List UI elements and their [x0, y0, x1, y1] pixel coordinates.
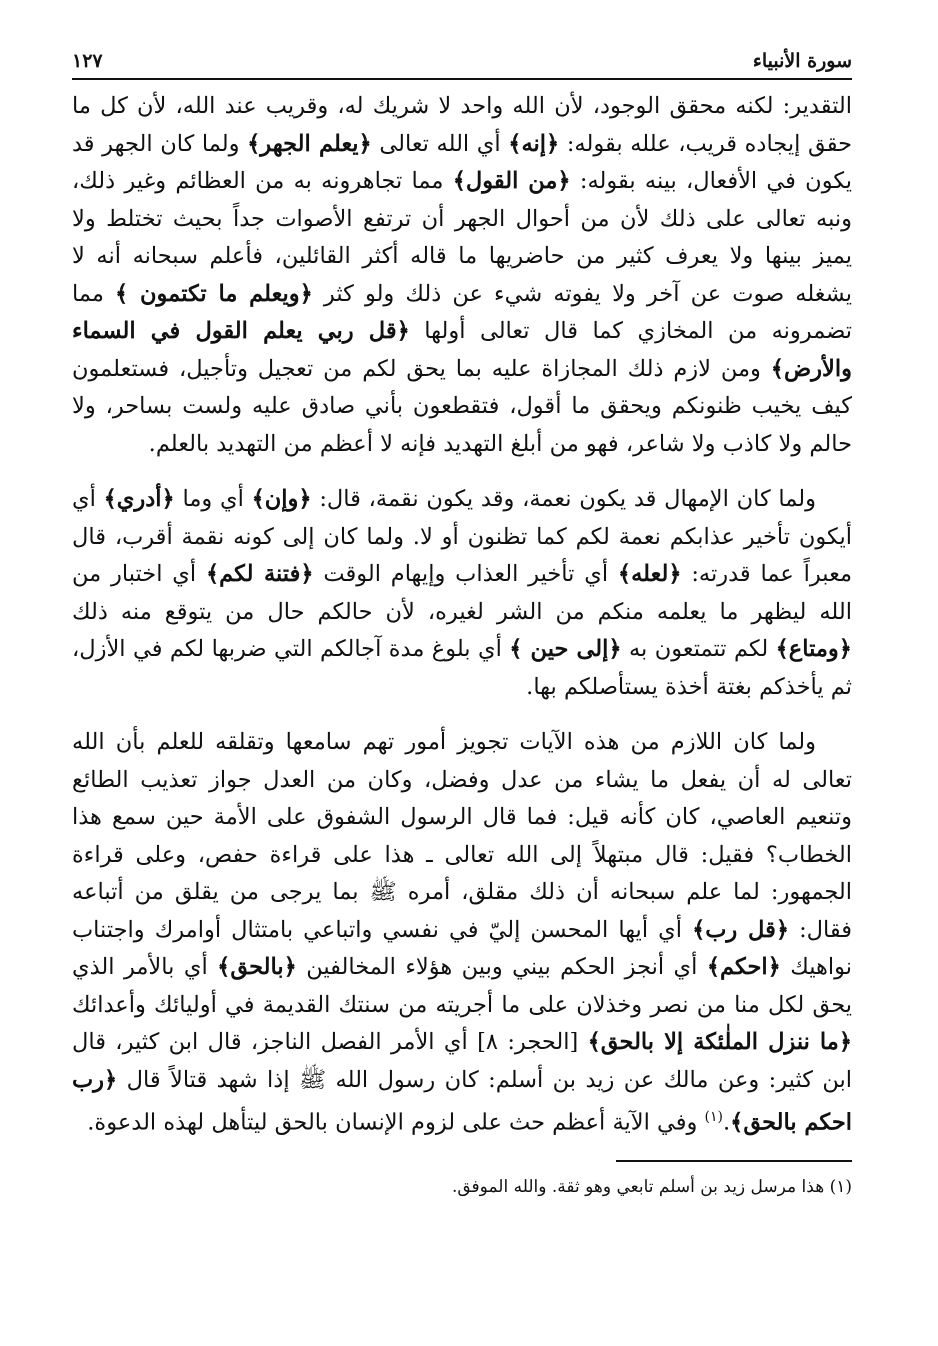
quran-quote: ﴿احكم﴾	[706, 954, 781, 980]
text-run: وفي الآية أعظم حث على لزوم الإنسان بالحق ليتأهل لهذه الدعوة.	[87, 1109, 705, 1136]
text-run: [الحجر: ٨] أي الأمر الفصل الناجز، قال ابن كثير، قال ابن كثير: وعن مالك عن زيد بن أسلم: كان رسول الله ﷺ إذا شهد قتالاً قال	[72, 1029, 852, 1093]
text-run: أي الله تعالى	[371, 130, 509, 157]
book-page	[72, 48, 852, 1200]
text-run: ولما كان الإمهال قد يكون نعمة، وقد يكون نقمة، قال:	[311, 486, 817, 512]
text-run: التقدير: لكنه محقق الوجود، لأن الله واحد لا شريك له، وقريب عند الله، لأن كل ما حقق إيجاده قريب، علله بقوله:	[72, 93, 853, 157]
quran-quote: ﴿ومتاع﴾	[775, 636, 852, 662]
text-run: ولما كان الجهر قد يكون في الأفعال، بينه بقوله:	[72, 130, 853, 194]
footnote-divider	[616, 1160, 852, 1162]
text-run: ومن لازم ذلك المجازاة عليه بما يحق لكم من تعجيل وتأجيل، فستعلمون كيف يخيب ظنونكم ويحقق ما أقول، فتقطعون بأني صادق عليه ولست بساحر، ولا حالم ولا كاذب ولا شاعر، فهو من أبلغ التهديد فإنه لا أعظم من التهديد بالعلم.	[72, 355, 852, 457]
quran-quote: ﴿يعلم الجهر﴾	[247, 130, 372, 157]
quran-quote: ﴿فتنة لكم﴾	[206, 561, 314, 587]
quran-quote: ﴿قل رب﴾	[692, 916, 790, 943]
text-run: أي بالأمر الذي يحق لكل منا من نصر وخذلان على ما أجريته من سنتك القديمة في أوليائك وأعدائك	[72, 954, 852, 1018]
text-run: أي تأخير العذاب وإيهام الوقت	[313, 561, 618, 587]
text-run: لكم تتمتعون به	[621, 636, 776, 662]
text-run: أي اختبار من الله ليظهر ما يعلمه منكم من الشر لغيره، لأن حالكم حال من يتوقع منه ذلك	[72, 561, 852, 625]
surah-title: سورة الأنبياء	[752, 50, 852, 72]
text-run: أي أيكون تأخير عذابكم نعمة لكم كما تظنون أو لا. ولما كان إلى كونه نقمة أقرب، قال معبراً عما قدرته:	[72, 486, 852, 587]
footnote-ref: (١)	[704, 1109, 723, 1125]
footnote	[72, 1174, 852, 1200]
paragraph-1	[72, 88, 852, 463]
quran-quote: ﴿أدري﴾	[103, 486, 175, 512]
quran-quote: ﴿إنه﴾	[508, 130, 560, 157]
text-run: مما تجاهرونه به من العظائم وغير ذلك، ونبه تعالى على ذلك لأن من أحوال الجهر أن ترتفع الأصوات جداً بحيث تختلط ولا يميز بينها ولا يعرف كثير من حاضريها ما قاله أكثر القائلين، فأعلم سبحانه أنه لا يشغله صوت عن آخر ولا يفوته شيء عن ذلك ولو كثر	[72, 168, 852, 307]
text-run: أي أنجز الحكم بيني وبين هؤلاء المخالفين	[296, 954, 707, 980]
quran-quote: ﴿وإن﴾	[251, 486, 312, 512]
quran-quote: ﴿رب احكم بالحق﴾	[72, 1066, 852, 1136]
paragraph-2	[72, 481, 852, 706]
text-run: أي وما	[174, 486, 252, 512]
page-header	[72, 48, 852, 80]
quran-quote: ﴿بالحق﴾	[217, 954, 297, 980]
paragraph-3	[72, 724, 852, 1142]
text-run: ولما كان اللازم من هذه الآيات تجويز أمور تهم سامعها وتقلقه للعلم بأن الله تعالى له أن يفعل ما يشاء من عدل وفضل، وكان من العدل جواز تعذيب الطائع وتنعيم العاصي، كان كأنه قيل: فما قال الرسول الشفوق على الأمة حين سمع هذا الخطاب؟ فقيل: قال مبتهلاً إلى الله تعالى ـ هذا على قراءة حفص، وعلى قراءة الجمهور: لما علم سبحانه أن ذلك مقلق، أمره ﷺ بما يرجى من يقلق من أتباعه فقال:	[72, 729, 852, 943]
page-number: ١٢٧	[72, 50, 103, 72]
quran-quote: ﴿ما ننزل الملٰئكة إلا بالحق﴾	[587, 1029, 853, 1055]
text-run: أي بلوغ مدة آجالكم التي ضربها لكم في الأزل، ثم يأخذكم بغتة أخذة يستأصلكم بها.	[72, 636, 852, 700]
quran-quote: ﴿قل ربي يعلم القول في السماء والأرض﴾	[72, 318, 852, 382]
text-run: أي أيها المحسن إليّ في نفسي واتباعي بامتثال أوامرك واجتناب نواهيك	[72, 916, 852, 980]
footnote-number: (١)	[829, 1177, 852, 1197]
footnote-text: هذا مرسل زيد بن أسلم تابعي وهو ثقة. والله الموفق.	[451, 1177, 825, 1197]
quran-quote: ﴿لعله﴾	[617, 561, 682, 587]
quran-quote: ﴿ويعلم ما تكتمون ﴾	[115, 280, 313, 307]
text-run: مما تضمرونه من المخازي كما قال تعالى أولها	[72, 280, 852, 344]
quran-quote: ﴿إلى حين ﴾	[509, 636, 622, 662]
text-run: .	[723, 1109, 731, 1136]
quran-quote: ﴿من القول﴾	[452, 168, 571, 194]
